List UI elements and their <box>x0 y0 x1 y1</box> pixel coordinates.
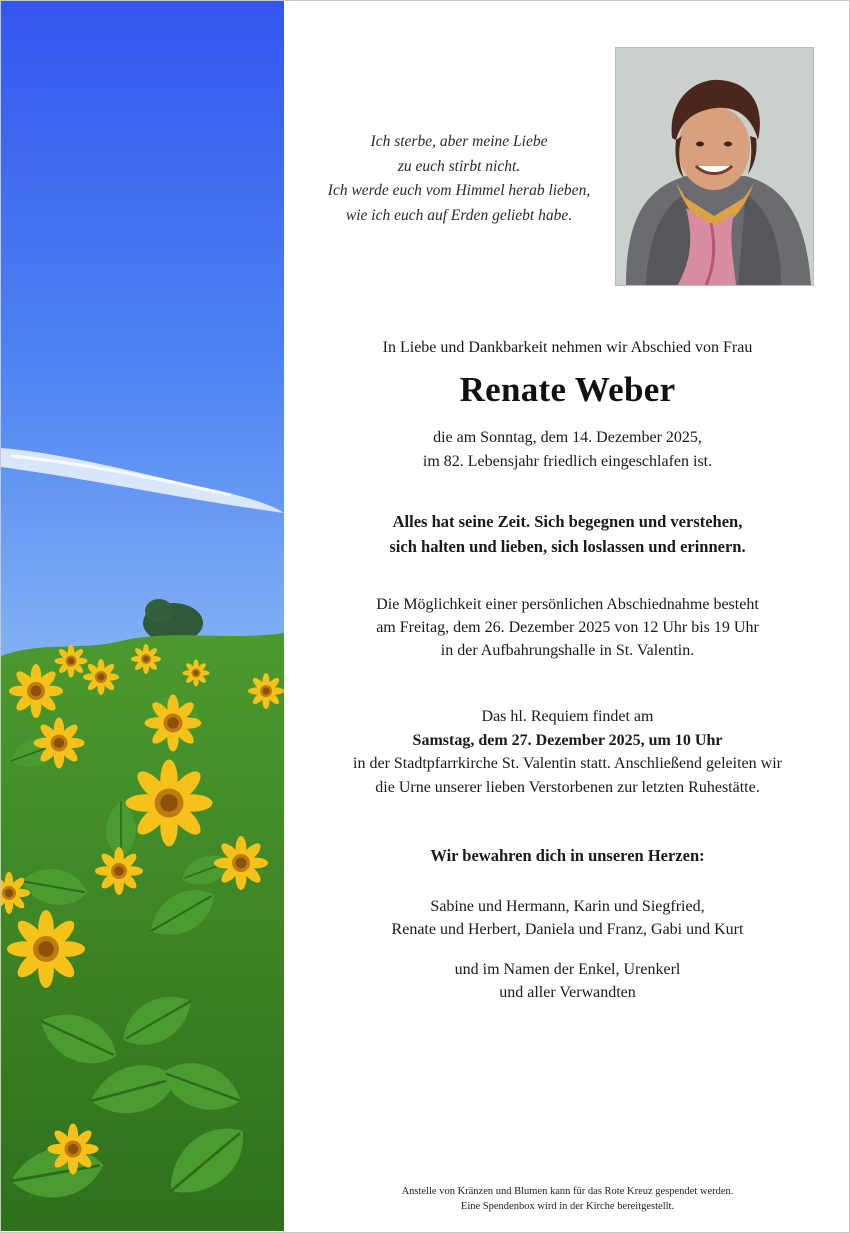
viewing-line: Die Möglichkeit einer persönlichen Abschiednahme besteht <box>376 596 759 613</box>
requiem-line: die Urne unserer lieben Verstorbenen zur letzten Ruhestätte. <box>375 778 760 796</box>
poem-line: zu euch stirbt nicht. <box>397 157 521 175</box>
obituary-content <box>285 0 850 1233</box>
portrait-photo <box>615 47 814 286</box>
family-line: Renate und Herbert, Daniela und Franz, Gabi und Kurt <box>391 921 744 938</box>
poem-line: wie ich euch auf Erden geliebt habe. <box>345 206 573 224</box>
viewing-line: am Freitag, dem 26. Dezember 2025 von 12 Uhr bis 19 Uhr <box>376 619 759 636</box>
mourners-heading: Wir bewahren dich in unseren Herzen: <box>430 846 705 865</box>
poem-line: Ich werde euch vom Himmel herab lieben, <box>327 182 591 199</box>
deceased-name: Renate Weber <box>459 370 676 409</box>
relatives-line: und aller Verwandten <box>499 984 636 1001</box>
intro-text: In Liebe und Dankbarkeit nehmen wir Abschied von Frau <box>382 339 753 356</box>
memorial-poem <box>285 130 633 228</box>
relatives-note <box>285 958 850 1004</box>
death-notice <box>285 426 850 473</box>
family-names <box>285 895 850 941</box>
age-line: im 82. Lebensjahr friedlich eingeschlafen ist. <box>422 452 713 470</box>
requiem-line: in der Stadtpfarrkirche St. Valentin statt. Anschließend geleiten wir <box>353 755 782 772</box>
footer-line: Anstelle von Kränzen und Blumen kann für das Rote Kreuz gespendet werden. <box>401 1186 734 1197</box>
motto-line: Alles hat seine Zeit. Sich begegnen und verstehen, <box>392 512 743 531</box>
motto-quote <box>285 510 850 559</box>
family-line: Sabine und Hermann, Karin und Siegfried, <box>430 898 705 915</box>
requiem-line: Das hl. Requiem findet am <box>481 708 654 725</box>
viewing-info <box>285 593 850 662</box>
requiem-info <box>285 705 850 799</box>
sunflower-field-image <box>1 1 284 1231</box>
motto-line: sich halten und lieben, sich loslassen und erinnern. <box>389 536 746 556</box>
death-date-line: die am Sonntag, dem 14. Dezember 2025, <box>433 429 702 446</box>
footer-line: Eine Spendenbox wird in der Kirche bereitgestellt. <box>460 1200 675 1212</box>
relatives-line: und im Namen der Enkel, Urenkerl <box>454 961 681 978</box>
donation-note <box>285 1185 850 1214</box>
viewing-line: in der Aufbahrungshalle in St. Valentin. <box>440 642 695 659</box>
requiem-date: Samstag, dem 27. Dezember 2025, um 10 Uhr <box>412 731 723 749</box>
poem-line: Ich sterbe, aber meine Liebe <box>370 133 548 150</box>
